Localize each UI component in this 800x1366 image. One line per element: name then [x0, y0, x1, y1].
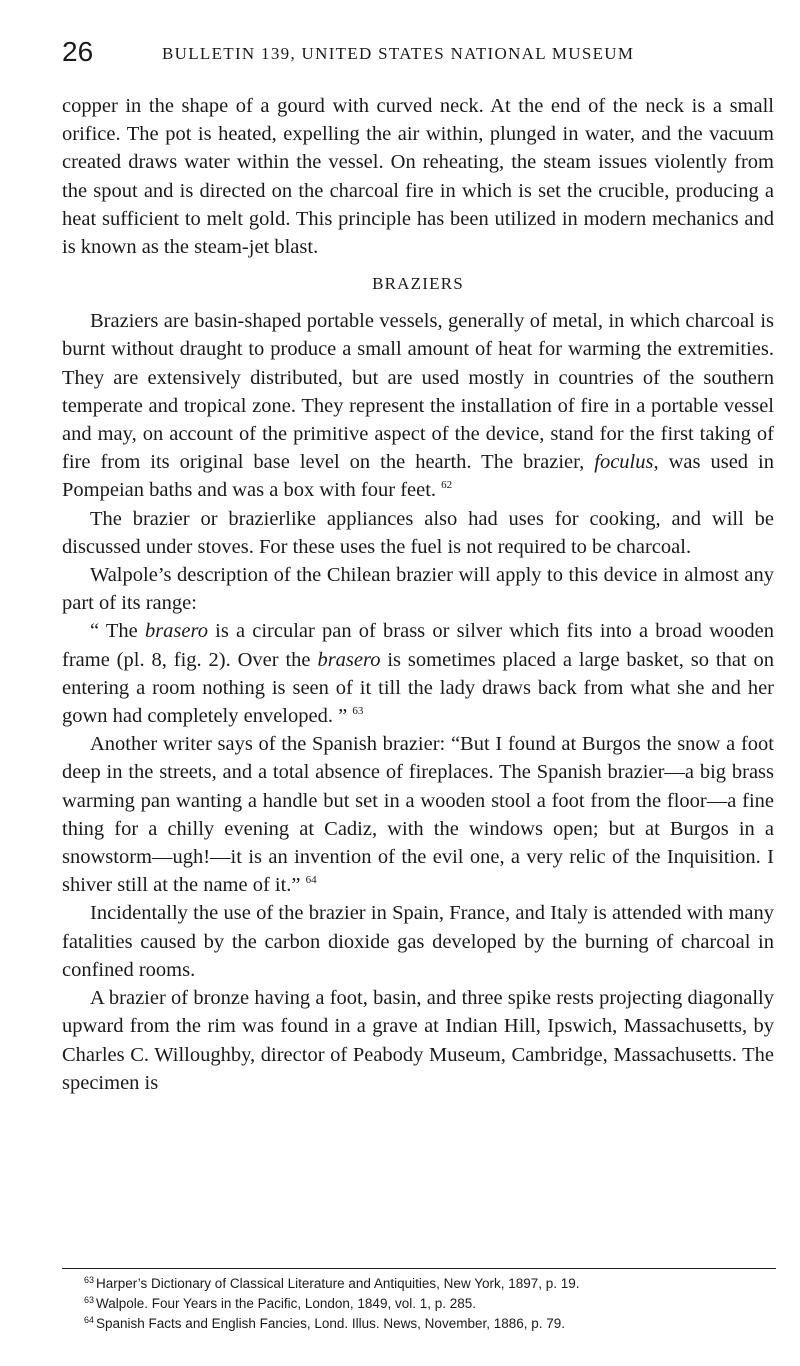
paragraph-text: Braziers are basin-shaped portable vessels, generally of metal, in which charcoal is burnt without draught to produce a small amount of heat for warming the extremities. They are extensively distributed, but are used mostly in countries of the southern temperate and tropical zone. They represent the installation of fire in a portable vessel and may, on account of the primitive aspect of the device, stand for the first taking of fire from its original base level on the hearth. The brazier,: [62, 310, 774, 474]
paragraph-text: Another writer says of the Spanish brazier: “But I found at Burgos the snow a foot deep in the streets, and a total absence of fireplaces. The Spanish brazier—a big brass warming pan wanting a handle but set in a wooden stool a foot from the floor—a fine thing for a chilly evening at Cadiz, with the windows open; but at Burgos in a snowstorm—ugh!—it is an invention of the evil one, a very relic of the Inquisition. I shiver still at the name of it.”: [62, 733, 774, 897]
footnote-ref-64: 64: [305, 874, 317, 887]
paragraph-braziers-definition: [62, 307, 774, 504]
paragraph-fatalities: [62, 899, 774, 984]
footnote-text: Harper’s Dictionary of Classical Literature and Antiquities, New York, 1897, p. 19.: [96, 1276, 580, 1291]
paragraph-cooking-uses: [62, 505, 774, 561]
paragraph-text: Incidentally the use of the brazier in Spain, France, and Italy is attended with many fatalities caused by the carbon dioxide gas developed by the burning of charcoal in confined rooms.: [62, 902, 774, 981]
paragraph-text: A brazier of bronze having a foot, basin, and three spike rests projecting diagonally upward from the rim was found in a grave at Indian Hill, Ipswich, Massachusetts, by Charles C. Willoughby, director of Peabody Museum, Cambridge, Massachusetts. The specimen is: [62, 987, 774, 1094]
footnote-ref-63: 63: [352, 705, 364, 718]
paragraph-text: is sometimes placed a large basket, so that on entering a room nothing is seen of it till the lady draws back from what she and her gown had completely enveloped. ”: [62, 648, 774, 728]
footnotes: [84, 1274, 774, 1334]
paragraph-text: , was used in Pompeian baths and was a box with four feet.: [62, 451, 774, 502]
page-number: 26: [62, 36, 94, 67]
paragraph-text: Walpole’s description of the Chilean brazier will apply to this device in almost any part of its range:: [62, 564, 774, 615]
paragraph-text: is a circular pan of brass or silver which fits into a broad wooden frame (pl. 8, fig. 2). Over the: [62, 620, 774, 671]
paragraph-walpole-intro: [62, 561, 774, 617]
footnote-text: Walpole. Four Years in the Pacific, London, 1849, vol. 1, p. 285.: [96, 1296, 477, 1311]
italic-term-foculus: foculus: [594, 451, 654, 474]
paragraph-text: “ The: [90, 620, 145, 643]
italic-term-brasero: brasero: [144, 620, 208, 643]
footnote-text: Spanish Facts and English Fancies, Lond. Illus. News, November, 1886, p. 79.: [96, 1316, 566, 1331]
paragraph-walpole-quote: [62, 617, 774, 730]
footnote-mark: 63: [84, 1295, 95, 1305]
footnote-mark: 64: [84, 1315, 95, 1325]
footnote-divider: [62, 1268, 776, 1269]
paragraph-spanish-brazier: [62, 730, 774, 899]
paragraph-text: The brazier or brazierlike appliances also had uses for cooking, and will be discussed under stoves. For these uses the fuel is not required to be charcoal.: [62, 507, 774, 558]
footnote: [84, 1314, 774, 1334]
footnote-ref-62: 62: [441, 479, 453, 492]
italic-term-brasero: brasero: [317, 648, 381, 671]
running-header: [62, 36, 762, 76]
body-text: [62, 92, 774, 1097]
paragraph-text: copper in the shape of a gourd with curved neck. At the end of the neck is a small orifice. The pot is heated, expelling the air within, plunged in water, and the vacuum created draws water within the vessel. On reheating, the steam issues violently from the spout and is directed on the charcoal fire in which is set the crucible, producing a heat sufficient to melt gold. This principle has been utilized in modern mechanics and is known as the steam-jet blast.: [62, 95, 774, 259]
running-title: BULLETIN 139, UNITED STATES NATIONAL MUSEUM: [162, 44, 635, 63]
footnote: [84, 1274, 774, 1294]
paragraph-ipswich-brazier: [62, 984, 774, 1097]
footnote-mark: 63: [84, 1275, 95, 1285]
footnote: [84, 1294, 774, 1314]
section-heading-braziers: BRAZIERS: [372, 274, 464, 294]
paragraph-gourd-steam-jet: [62, 92, 774, 261]
